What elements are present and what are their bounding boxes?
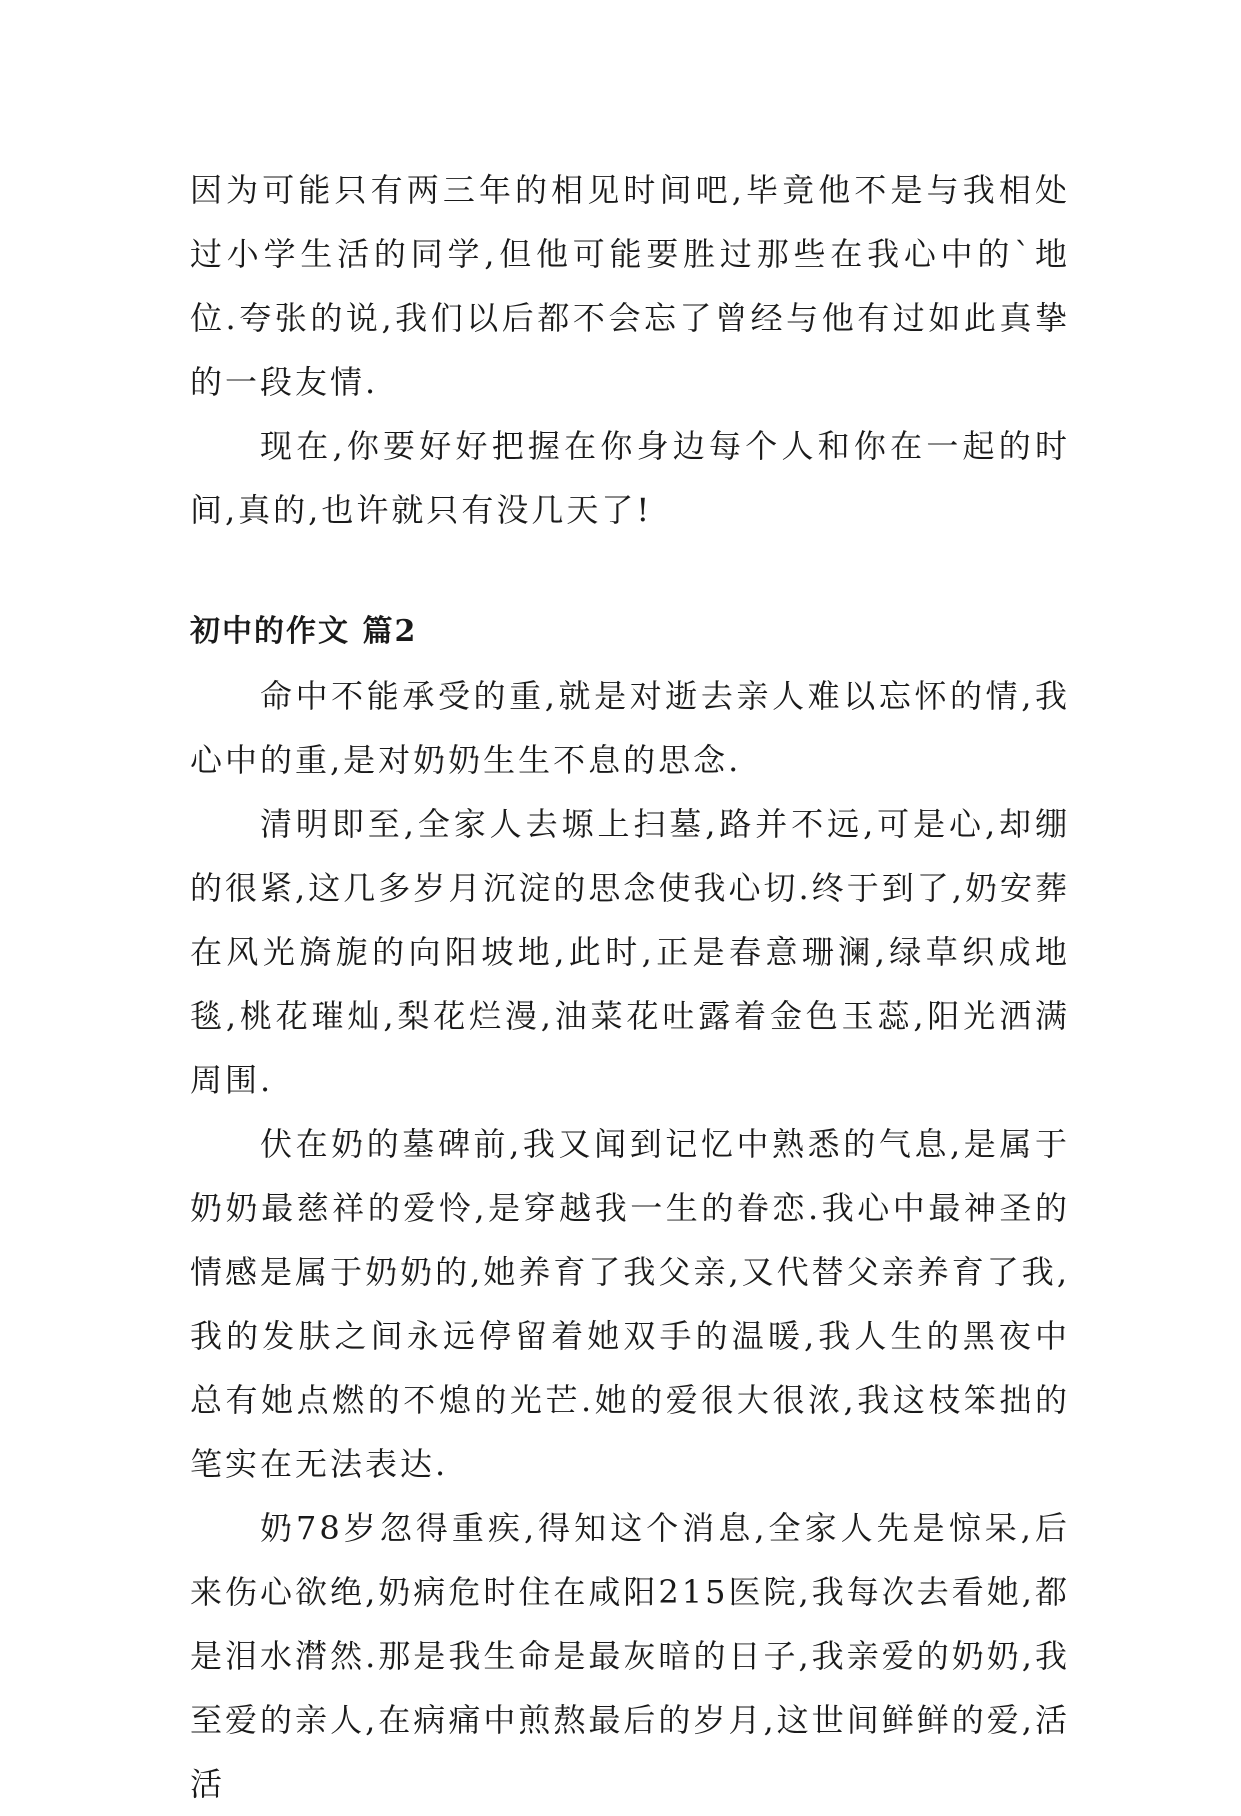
paragraph: 清明即至,全家人去塬上扫墓,路并不远,可是心,却绷的很紧,这几多岁月沉淀的思念使我心切.终于到了,奶安葬在风光旖旎的向阳坡地,此时,正是春意珊澜,绿草织成地毯,桃花璀灿,梨花烂漫,油菜花吐露着金色玉蕊,阳光洒满周围. [190,805,1070,1099]
paragraph: 因为可能只有两三年的相见时间吧,毕竟他不是与我相处过小学生活的同学,但他可能要胜过那些在我心中的`地位.夸张的说,我们以后都不会忘了曾经与他有过如此真挚的一段友情. [190,171,1070,401]
paragraph: 奶78岁忽得重疾,得知这个消息,全家人先是惊呆,后来伤心欲绝,奶病危时住在咸阳215医院,我每次去看她,都是泪水潸然.那是我生命是最灰暗的日子,我亲爱的奶奶,我至爱的亲人,在病痛中煎熬最后的岁月,这世间鲜鲜的爱,活活 [190,1509,1070,1803]
paragraph: 现在,你要好好把握在你身边每个人和你在一起的时间,真的,也许就只有没几天了! [190,427,1070,529]
paragraph: 伏在奶的墓碑前,我又闻到记忆中熟悉的气息,是属于奶奶最慈祥的爱怜,是穿越我一生的眷恋.我心中最神圣的情感是属于奶奶的,她养育了我父亲,又代替父亲养育了我,我的发肤之间永远停留着她双手的温暖,我人生的黑夜中总有她点燃的不熄的光芒.她的爱很大很浓,我这枝笨拙的笔实在无法表达. [190,1125,1070,1483]
document-body [190,158,1070,1816]
section-title: 初中的作文 篇2 [190,614,418,649]
paragraph: 命中不能承受的重,就是对逝去亲人难以忘怀的情,我心中的重,是对奶奶生生不息的思念. [190,677,1070,779]
